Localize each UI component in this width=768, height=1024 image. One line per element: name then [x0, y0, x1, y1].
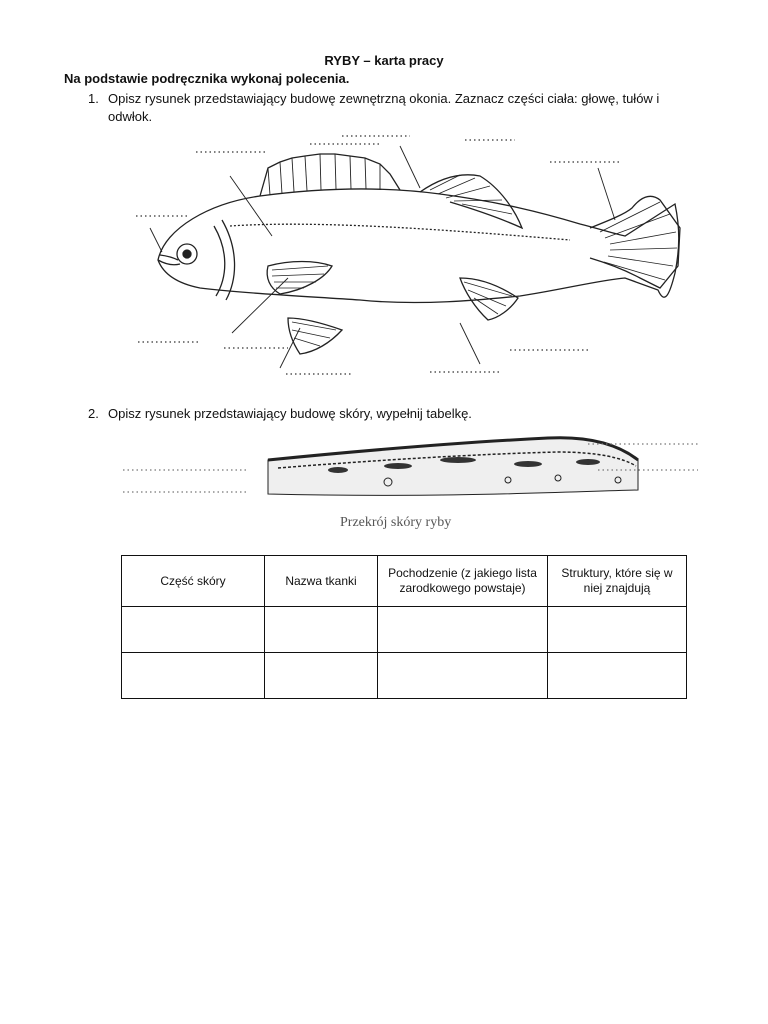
- table-header: Struktury, które się w niej znajdują: [548, 556, 687, 607]
- table-header: Pochodzenie (z jakiego lista zarodkowego powstaje): [378, 556, 548, 607]
- perch-diagram: [120, 128, 700, 398]
- task-number: 1.: [88, 91, 99, 106]
- task-1: [88, 90, 688, 126]
- table-row: [122, 607, 687, 653]
- table-cell[interactable]: [378, 607, 548, 653]
- table-header: Część skóry: [122, 556, 265, 607]
- table-cell[interactable]: [548, 607, 687, 653]
- table-header-row: [122, 556, 687, 607]
- table-cell[interactable]: [265, 653, 378, 699]
- table-cell[interactable]: [122, 607, 265, 653]
- task-2: [88, 405, 688, 423]
- task-number: 2.: [88, 406, 99, 421]
- page-title: RYBY – karta pracy: [324, 53, 444, 68]
- skin-caption: Przekrój skóry ryby: [340, 515, 452, 530]
- table-header: Nazwa tkanki: [265, 556, 378, 607]
- task-text: Opisz rysunek przedstawiający budowę skóry, wypełnij tabelkę.: [108, 406, 472, 421]
- perch-drawing: [120, 128, 700, 398]
- table-cell[interactable]: [122, 653, 265, 699]
- table-cell[interactable]: [378, 653, 548, 699]
- instructions-heading: Na podstawie podręcznika wykonaj polecenia.: [64, 71, 350, 86]
- table-cell[interactable]: [265, 607, 378, 653]
- table-cell[interactable]: [548, 653, 687, 699]
- table-row: [122, 653, 687, 699]
- skin-table: [121, 555, 687, 699]
- task-text: Opisz rysunek przedstawiający budowę zewnętrzną okonia. Zaznacz części ciała: głowę, tułów i odwłok.: [108, 91, 660, 124]
